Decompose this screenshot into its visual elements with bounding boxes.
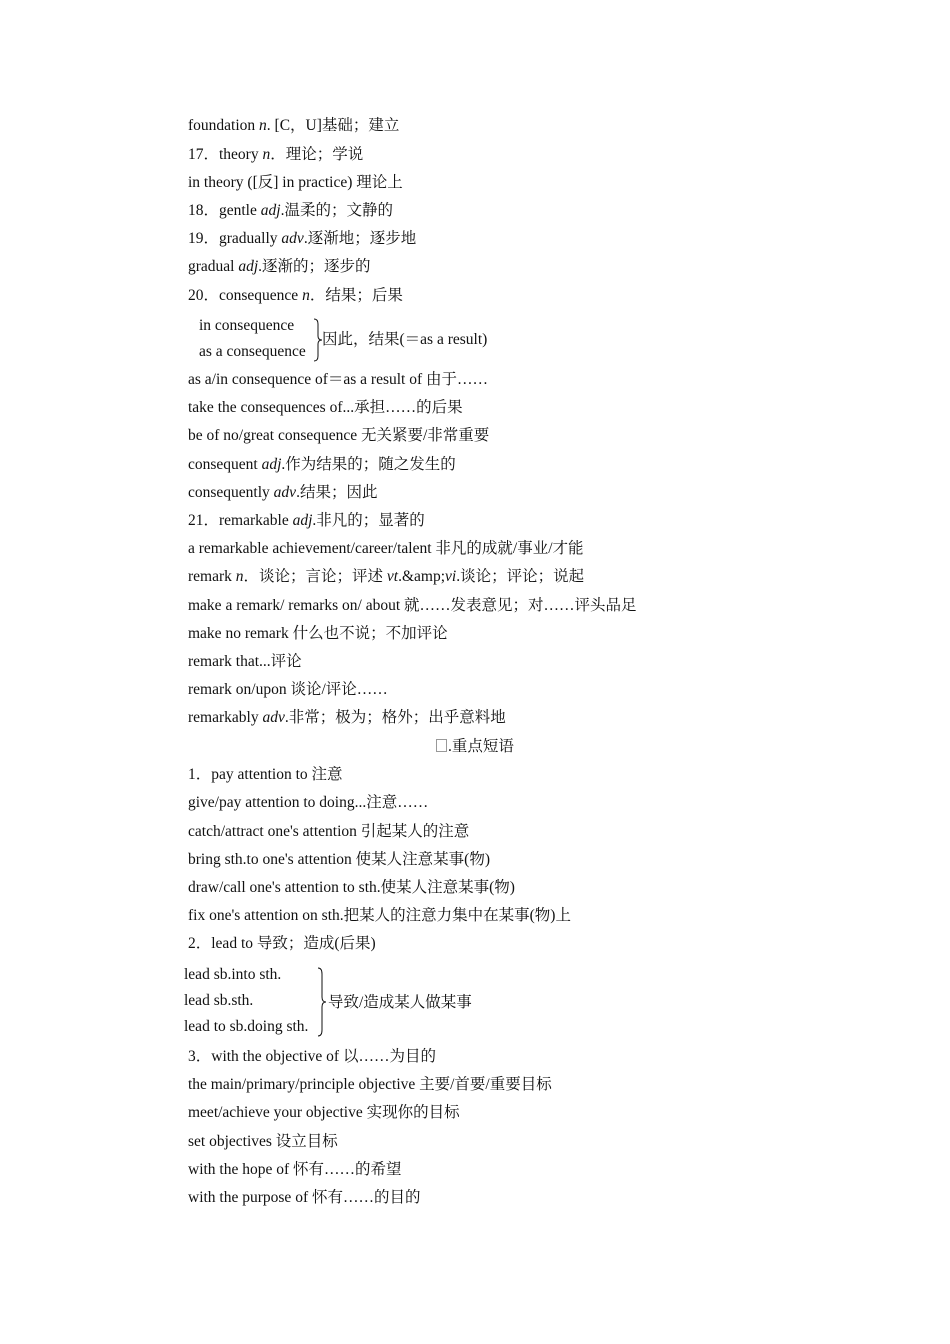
phrase-main-objective: the main/primary/principle objective 主要/首要/重要目标 xyxy=(188,1076,552,1093)
brace-group-consequence xyxy=(199,314,519,364)
brace-item: as a consequence xyxy=(199,343,306,360)
phrase-with-hope: with the hope of 怀有……的希望 xyxy=(188,1161,402,1178)
entry-in-theory: in theory ([反] in practice) 理论上 xyxy=(188,174,403,191)
brace-meaning: 因此，结果(＝as a result) xyxy=(322,331,488,348)
entry-remarkable-achievement: a remarkable achievement/career/talent 非凡的成就/事业/才能 xyxy=(188,540,584,557)
entry-remarkable: 21．remarkable adj.非凡的；显著的 xyxy=(188,512,425,529)
phrase-with-purpose: with the purpose of 怀有……的目的 xyxy=(188,1189,421,1206)
section-heading: .重点短语 xyxy=(0,737,950,757)
phrase-with-objective: 3．with the objective of 以……为目的 xyxy=(188,1048,436,1065)
entry-remark-on: remark on/upon 谈论/评论…… xyxy=(188,681,388,698)
phrase-catch-attention: catch/attract one's attention 引起某人的注意 xyxy=(188,823,470,840)
brace-item: lead sb.sth. xyxy=(184,992,254,1009)
brace-group-lead xyxy=(184,963,504,1043)
entry-consequently: consequently adv.结果；因此 xyxy=(188,484,378,501)
entry-as-a-consequence-of: as a/in consequence of＝as a result of 由于…… xyxy=(188,371,489,388)
placeholder-box-icon xyxy=(436,739,447,752)
entry-remarkably: remarkably adv.非常；极为；格外；出乎意料地 xyxy=(188,709,506,726)
brace-item: in consequence xyxy=(199,317,295,334)
entry-make-a-remark: make a remark/ remarks on/ about 就……发表意见；对……评头品足 xyxy=(188,597,637,614)
entry-consequence: 20．consequence n．结果；后果 xyxy=(188,287,403,304)
entry-make-no-remark: make no remark 什么也不说；不加评论 xyxy=(188,625,448,642)
entry-remark-that: remark that...评论 xyxy=(188,653,302,670)
phrase-draw-attention: draw/call one's attention to sth.使某人注意某事(物) xyxy=(188,879,515,896)
right-brace-icon xyxy=(317,967,327,1037)
phrase-lead-to: 2．lead to 导致；造成(后果) xyxy=(188,935,376,952)
phrase-set-objectives: set objectives 设立目标 xyxy=(188,1133,338,1150)
brace-item: lead to sb.doing sth. xyxy=(184,1018,309,1035)
phrase-give-attention: give/pay attention to doing...注意…… xyxy=(188,794,429,811)
entry-consequent: consequent adj.作为结果的；随之发生的 xyxy=(188,456,456,473)
brace-meaning: 导致/造成某人做某事 xyxy=(328,994,472,1011)
phrase-bring-attention: bring sth.to one's attention 使某人注意某事(物) xyxy=(188,851,491,868)
entry-foundation: foundation n. [C，U]基础；建立 xyxy=(188,117,400,134)
entry-gradual: gradual adj.逐渐的；逐步的 xyxy=(188,258,371,275)
entry-theory: 17．theory n．理论；学说 xyxy=(188,146,364,163)
entry-gradually: 19．gradually adv.逐渐地；逐步地 xyxy=(188,230,417,247)
entry-take-consequences: take the consequences of...承担……的后果 xyxy=(188,399,463,416)
phrase-meet-objective: meet/achieve your objective 实现你的目标 xyxy=(188,1104,460,1121)
brace-item: lead sb.into sth. xyxy=(184,966,282,983)
phrase-pay-attention: 1．pay attention to 注意 xyxy=(188,766,343,783)
phrase-fix-attention: fix one's attention on sth.把某人的注意力集中在某事(物)上 xyxy=(188,907,571,924)
entry-gentle: 18．gentle adj.温柔的；文静的 xyxy=(188,202,393,219)
entry-be-of-consequence: be of no/great consequence 无关紧要/非常重要 xyxy=(188,427,490,444)
entry-remark: remark n．谈论；言论；评述 vt.&amp;vi.谈论；评论；说起 xyxy=(188,568,585,585)
